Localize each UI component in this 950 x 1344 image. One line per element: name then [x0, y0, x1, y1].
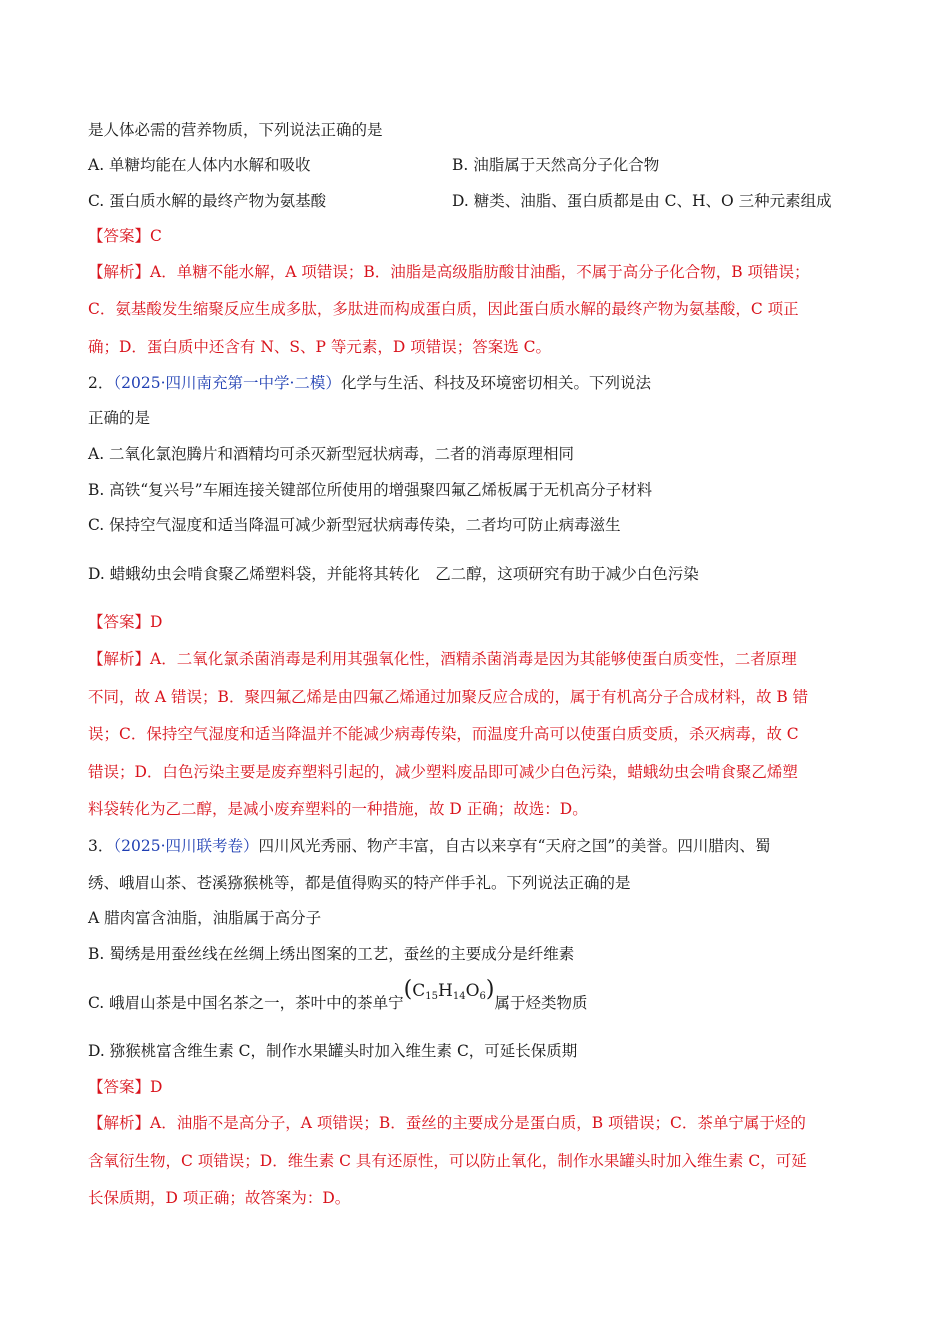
q3-stem-line-2: 绣、峨眉山茶、苍溪猕猴桃等，都是值得购买的特产伴手礼。下列说法正确的是 [88, 874, 631, 892]
analysis-tag: 【解析】 [88, 1114, 151, 1132]
analysis-text: A．二氧化氯杀菌消毒是利用其强氧化性，酒精杀菌消毒是因为其能够使蛋白质变性，二者原理 [150, 650, 797, 668]
analysis-tag: 【解析】 [88, 650, 151, 668]
q2-analysis-line-5: 料袋转化为乙二醇，是减小废弃塑料的一种措施，故 D 正确；故选：D。 [88, 800, 588, 818]
q3-analysis-line-2: 含氧衍生物，C 项错误；D．维生素 C 具有还原性，可以防止氧化，制作水果罐头时加入维生素 C，可延 [88, 1152, 807, 1170]
q2-option-c: C. 保持空气湿度和适当降温可减少新型冠状病毒传染，二者均可防止病毒滋生 [88, 516, 621, 534]
answer-value: D [150, 1078, 163, 1096]
q3-answer [88, 1075, 162, 1097]
q1-stem: 是人体必需的营养物质，下列说法正确的是 [88, 121, 383, 139]
answer-tag: 【答案】 [88, 613, 151, 631]
q3-analysis-line-1 [88, 1111, 806, 1133]
q2-stem-line-1 [88, 371, 651, 393]
chemical-formula: $(C_{15}H_{14}O_6)$ [403, 977, 495, 1002]
question-text: 四川风光秀丽、物产丰富，自古以来享有“天府之国”的美誉。四川腊肉、蜀 [258, 837, 771, 855]
q3-option-d: D. 猕猴桃富含维生素 C，制作水果罐头时加入维生素 C，可延长保质期 [88, 1042, 578, 1060]
answer-tag: 【答案】 [88, 1078, 151, 1096]
q1-option-c: C. 蛋白质水解的最终产物为氨基酸 [88, 192, 327, 210]
q2-analysis-line-1 [88, 647, 797, 669]
q2-option-d: D. 蜡蛾幼虫会啃食聚乙烯塑料袋，并能将其转化 乙二醇，这项研究有助于减少白色污染 [88, 565, 699, 583]
q1-option-a: A. 单糖均能在人体内水解和吸收 [88, 156, 311, 174]
answer-tag: 【答案】 [88, 227, 151, 245]
q1-option-b: B. 油脂属于天然高分子化合物 [452, 156, 660, 174]
analysis-text: A．油脂不是高分子，A 项错误；B．蚕丝的主要成分是蛋白质，B 项错误；C．茶单宁属于烃的 [150, 1114, 806, 1132]
question-source: （2025·四川南充第一中学·二模） [113, 374, 341, 392]
q2-analysis-line-2: 不同，故 A 错误；B．聚四氟乙烯是由四氟乙烯通过加聚反应合成的，属于有机高分子合成材料，故 B 错 [88, 688, 809, 706]
q1-analysis-line-3: 确；D．蛋白质中还含有 N、S、P 等元素，D 项错误；答案选 C。 [88, 338, 552, 356]
q3-option-a: A 腊肉富含油脂，油脂属于高分子 [88, 909, 322, 927]
answer-value: D [150, 613, 163, 631]
q1-answer [88, 224, 162, 246]
question-number: 2． [88, 374, 114, 392]
answer-value: C [150, 227, 162, 245]
question-text: 化学与生活、科技及环境密切相关。下列说法 [340, 374, 651, 392]
question-number: 3． [88, 837, 114, 855]
option-text-tail: 属于烃类物质 [494, 994, 588, 1012]
q3-analysis-line-3: 长保质期，D 项正确；故答案为：D。 [88, 1189, 351, 1207]
q3-option-b: B. 蜀绣是用蚕丝线在丝绸上绣出图案的工艺，蚕丝的主要成分是纤维素 [88, 945, 575, 963]
q1-option-d: D. 糖类、油脂、蛋白质都是由 C、H、O 三种元素组成 [452, 192, 832, 210]
analysis-text: A．单糖不能水解，A 项错误；B．油脂是高级脂肪酸甘油酯，不属于高分子化合物，B 项错误； [150, 263, 810, 281]
q3-option-c [88, 977, 588, 1014]
analysis-tag: 【解析】 [88, 263, 151, 281]
q1-analysis-line-1 [88, 260, 810, 282]
q2-analysis-line-3: 误；C．保持空气湿度和适当降温并不能减少病毒传染，而温度升高可以使蛋白质变质，杀灭病毒，故 C [88, 725, 799, 743]
q2-option-a: A. 二氧化氯泡腾片和酒精均可杀灭新型冠状病毒，二者的消毒原理相同 [88, 445, 575, 463]
q2-option-b: B. 高铁“复兴号”车厢连接关键部位所使用的增强聚四氟乙烯板属于无机高分子材料 [88, 481, 653, 499]
option-text: C. 峨眉山茶是中国名茶之一，茶叶中的茶单宁 [88, 994, 404, 1012]
q3-stem-line-1 [88, 834, 770, 856]
q2-answer [88, 610, 162, 632]
q2-stem-line-2: 正确的是 [88, 409, 151, 427]
q1-analysis-line-2: C．氨基酸发生缩聚反应生成多肽，多肽进而构成蛋白质，因此蛋白质水解的最终产物为氨基酸，C 项正 [88, 300, 799, 318]
q2-analysis-line-4: 错误；D．白色污染主要是废弃塑料引起的，减少塑料废品即可减少白色污染，蜡蛾幼虫会啃食聚乙烯塑 [88, 763, 798, 781]
question-source: （2025·四川联考卷） [113, 837, 259, 855]
